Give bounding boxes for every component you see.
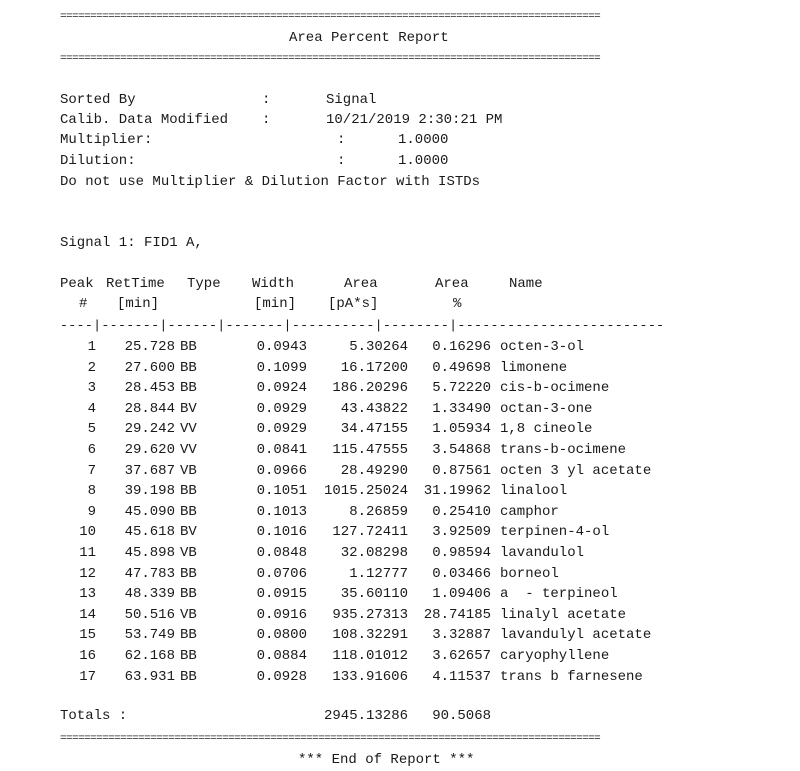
peak-area: 35.60110 bbox=[340, 586, 408, 603]
peak-area: 5.30264 bbox=[349, 339, 408, 355]
retention-time: 25.728 bbox=[124, 339, 175, 355]
header-rettime-2: [min] bbox=[117, 296, 160, 312]
peak-number: 3 bbox=[87, 380, 96, 397]
header-width-2: [min] bbox=[254, 296, 297, 312]
peak-type: VB bbox=[180, 606, 197, 623]
sorted-by-label: Sorted By bbox=[60, 92, 136, 108]
header-area-2: [pA*s] bbox=[328, 296, 379, 312]
dilution-colon: : bbox=[337, 153, 346, 169]
compound-name: linalool bbox=[500, 483, 568, 500]
multiplier-value: 1.0000 bbox=[398, 132, 449, 148]
retention-time: 62.168 bbox=[124, 648, 175, 664]
area-percent: 28.74185 bbox=[423, 606, 491, 623]
retention-time: 37.687 bbox=[124, 462, 175, 479]
compound-name: octen 3 yl acetate bbox=[500, 462, 652, 479]
peak-width: 0.0943 bbox=[256, 339, 307, 355]
totals-area: 2945.13286 bbox=[323, 708, 408, 724]
peak-area: 1.12777 bbox=[349, 565, 408, 582]
peak-type: BB bbox=[180, 483, 197, 500]
peak-width: 0.0966 bbox=[256, 462, 307, 479]
retention-time: 45.618 bbox=[124, 524, 175, 541]
area-percent: 5.72220 bbox=[432, 380, 491, 397]
compound-name: limonene bbox=[500, 359, 568, 376]
peak-area: 1015.25024 bbox=[323, 483, 408, 500]
compound-name: camphor bbox=[500, 503, 559, 520]
peak-area: 133.91606 bbox=[332, 668, 408, 685]
peak-width: 0.0800 bbox=[256, 627, 307, 644]
header-area-pct: Area bbox=[435, 276, 469, 292]
top-rule-2: ========================================================================================== bbox=[60, 53, 601, 65]
peak-type: BV bbox=[180, 400, 197, 417]
area-percent: 1.05934 bbox=[432, 421, 491, 438]
peak-width: 0.0706 bbox=[256, 565, 307, 582]
retention-time: 28.453 bbox=[124, 380, 175, 397]
calib-value: 10/21/2019 2:30:21 PM bbox=[326, 112, 503, 128]
peak-type: BB bbox=[180, 627, 197, 644]
dilution-label: Dilution: bbox=[60, 153, 136, 169]
peak-number: 14 bbox=[79, 606, 96, 623]
peak-type: BB bbox=[180, 503, 197, 520]
signal-line: Signal 1: FID1 A, bbox=[60, 235, 203, 251]
retention-time: 29.620 bbox=[124, 442, 175, 458]
peak-number: 4 bbox=[87, 400, 96, 417]
compound-name: cis-b-ocimene bbox=[500, 380, 610, 397]
peak-width: 0.0915 bbox=[256, 586, 307, 603]
peak-number: 9 bbox=[87, 503, 96, 520]
peak-area: 28.49290 bbox=[340, 462, 408, 479]
peak-area: 118.01012 bbox=[332, 648, 408, 664]
retention-time: 48.339 bbox=[124, 586, 175, 603]
peak-width: 0.0928 bbox=[256, 668, 307, 685]
retention-time: 47.783 bbox=[124, 565, 175, 582]
peak-width: 0.1051 bbox=[256, 483, 307, 500]
retention-time: 27.600 bbox=[124, 359, 175, 376]
peak-area: 32.08298 bbox=[340, 545, 408, 561]
header-name: Name bbox=[509, 276, 543, 292]
peak-area: 34.47155 bbox=[340, 421, 408, 438]
peak-number: 8 bbox=[87, 483, 96, 500]
peak-number: 12 bbox=[79, 565, 96, 582]
peak-width: 0.1013 bbox=[256, 503, 307, 520]
area-percent: 0.03466 bbox=[432, 565, 491, 582]
end-of-report: *** End of Report *** bbox=[298, 752, 475, 768]
retention-time: 45.898 bbox=[124, 545, 175, 561]
area-percent: 1.09406 bbox=[432, 586, 491, 603]
peak-type: VB bbox=[180, 545, 197, 561]
area-percent: 3.54868 bbox=[432, 442, 491, 458]
peak-area: 8.26859 bbox=[349, 503, 408, 520]
peak-number: 10 bbox=[79, 524, 96, 541]
header-rettime: RetTime bbox=[106, 276, 165, 292]
header-type: Type bbox=[187, 276, 221, 292]
totals-area-pct: 90.5068 bbox=[432, 708, 491, 724]
peak-type: VB bbox=[180, 462, 197, 479]
header-width: Width bbox=[252, 276, 295, 292]
peak-number: 1 bbox=[87, 339, 96, 355]
retention-time: 53.749 bbox=[124, 627, 175, 644]
header-peak: Peak bbox=[60, 276, 94, 292]
dilution-value: 1.0000 bbox=[398, 153, 449, 169]
peak-number: 5 bbox=[87, 421, 96, 438]
peak-number: 16 bbox=[79, 648, 96, 664]
area-percent: 0.49698 bbox=[432, 359, 491, 376]
retention-time: 29.242 bbox=[124, 421, 175, 438]
peak-width: 0.1099 bbox=[256, 359, 307, 376]
compound-name: octen-3-ol bbox=[500, 339, 585, 355]
peak-area: 127.72411 bbox=[332, 524, 408, 541]
header-separator: ----|-------|------|-------|----------|--------|------------------------- bbox=[60, 318, 665, 333]
multiplier-label: Multiplier: bbox=[60, 132, 153, 148]
header-area-pct-2: % bbox=[453, 296, 462, 312]
area-percent: 3.92509 bbox=[432, 524, 491, 541]
peak-area: 186.20296 bbox=[332, 380, 408, 397]
sorted-by-colon: : bbox=[262, 92, 271, 108]
compound-name: linalyl acetate bbox=[500, 606, 627, 623]
retention-time: 50.516 bbox=[124, 606, 175, 623]
totals-label: Totals : bbox=[60, 708, 128, 724]
compound-name: trans b farnesene bbox=[500, 668, 643, 685]
multiplier-colon: : bbox=[337, 132, 346, 148]
retention-time: 45.090 bbox=[124, 503, 175, 520]
area-percent: 3.32887 bbox=[432, 627, 491, 644]
compound-name: caryophyllene bbox=[500, 648, 610, 664]
peak-number: 2 bbox=[87, 359, 96, 376]
peak-type: BB bbox=[180, 565, 197, 582]
area-percent: 1.33490 bbox=[432, 400, 491, 417]
peak-number: 17 bbox=[79, 668, 96, 685]
retention-time: 39.198 bbox=[124, 483, 175, 500]
peak-width: 0.0929 bbox=[256, 421, 307, 438]
peak-width: 0.1016 bbox=[256, 524, 307, 541]
compound-name: borneol bbox=[500, 565, 559, 582]
compound-name: trans-b-ocimene bbox=[500, 442, 627, 458]
report-title: Area Percent Report bbox=[289, 30, 449, 46]
retention-time: 28.844 bbox=[124, 400, 175, 417]
peak-type: BB bbox=[180, 380, 197, 397]
peak-type: BB bbox=[180, 668, 197, 685]
peak-type: VV bbox=[180, 442, 197, 458]
area-percent: 31.19962 bbox=[423, 483, 491, 500]
peak-area: 43.43822 bbox=[340, 400, 408, 417]
peak-type: BB bbox=[180, 339, 197, 355]
peak-type: BB bbox=[180, 586, 197, 603]
area-percent: 0.98594 bbox=[432, 545, 491, 561]
peak-type: BV bbox=[180, 524, 197, 541]
compound-name: a - terpineol bbox=[500, 586, 618, 603]
top-rule-1: ========================================================================================== bbox=[60, 11, 601, 23]
peak-type: BB bbox=[180, 648, 197, 664]
peak-area: 115.47555 bbox=[332, 442, 408, 458]
peak-number: 13 bbox=[79, 586, 96, 603]
area-percent: 0.25410 bbox=[432, 503, 491, 520]
compound-name: terpinen-4-ol bbox=[500, 524, 610, 541]
bottom-rule: ========================================================================================== bbox=[60, 733, 601, 745]
peak-number: 6 bbox=[87, 442, 96, 458]
area-percent: 0.87561 bbox=[432, 462, 491, 479]
istd-note: Do not use Multiplier & Dilution Factor with ISTDs bbox=[60, 174, 481, 190]
peak-width: 0.0924 bbox=[256, 380, 307, 397]
area-percent: 3.62657 bbox=[432, 648, 491, 664]
compound-name: octan-3-one bbox=[500, 400, 593, 417]
peak-width: 0.0884 bbox=[256, 648, 307, 664]
area-percent: 0.16296 bbox=[432, 339, 491, 355]
peak-width: 0.0929 bbox=[256, 400, 307, 417]
peak-area: 108.32291 bbox=[332, 627, 408, 644]
sorted-by-value: Signal bbox=[326, 92, 377, 108]
header-area: Area bbox=[344, 276, 378, 292]
area-percent: 4.11537 bbox=[432, 668, 491, 685]
retention-time: 63.931 bbox=[124, 668, 175, 685]
compound-name: lavandulol bbox=[500, 545, 585, 561]
peak-area: 16.17200 bbox=[340, 359, 408, 376]
peak-type: VV bbox=[180, 421, 197, 438]
peak-width: 0.0916 bbox=[256, 606, 307, 623]
compound-name: lavandulyl acetate bbox=[500, 627, 652, 644]
calib-colon: : bbox=[262, 112, 271, 128]
header-peak-2: # bbox=[79, 296, 88, 312]
peak-area: 935.27313 bbox=[332, 606, 408, 623]
calib-label: Calib. Data Modified bbox=[60, 112, 229, 128]
peak-width: 0.0848 bbox=[256, 545, 307, 561]
peak-number: 7 bbox=[87, 462, 96, 479]
compound-name: 1,8 cineole bbox=[500, 421, 593, 438]
peak-type: BB bbox=[180, 359, 197, 376]
peak-width: 0.0841 bbox=[256, 442, 307, 458]
peak-number: 15 bbox=[79, 627, 96, 644]
peak-number: 11 bbox=[79, 545, 96, 561]
